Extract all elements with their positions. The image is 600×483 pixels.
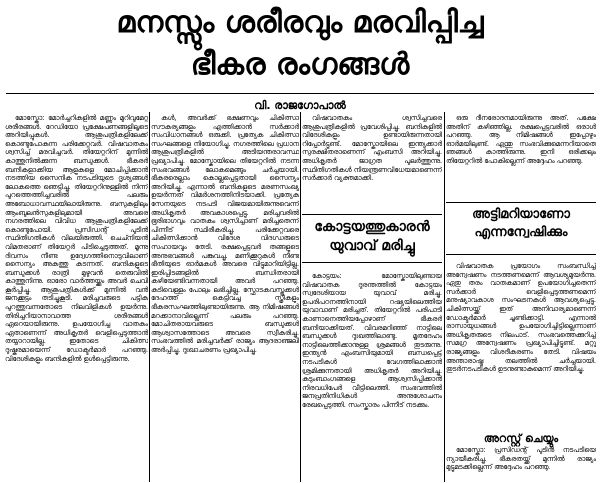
headline-line-2: ഭീകര രംഗങ്ങൾ	[190, 47, 410, 82]
article-column-3-bottom	[302, 272, 442, 480]
article-column-2	[151, 114, 299, 480]
column-divider	[444, 112, 445, 482]
subhead-line: എന്നന്വേഷിക്കും	[474, 225, 568, 240]
column-divider	[300, 112, 301, 482]
box-rule	[446, 202, 596, 203]
paragraph: കൾ, അവർക്ക് ഭക്ഷണവും ചികിത്സാ സൗകര്യങ്ങളും എത്തിക്കാൻ സർക്കാർ സംവിധാനങ്ങൾ ഒരുക്കി. പ്രത്യേക ചികിത്സാ സംഘങ്ങളെ നിയോഗിച്ചു. നഗരത്തിലെ പ്രധാന ആശുപത്രികളിൽ അടിയന്തരാവസ്ഥ പ്രഖ്യാപിച്ചു. മോസ്കോയിലെ തിയേറ്ററിൽ നടന്ന സംഭവങ്ങൾ ലോകമെങ്ങും ചർച്ചയായി. ഭീകരരെല്ലാം കൊല്ലപ്പെട്ടതായി സൈന്യം അറിയിച്ചു. എന്നാൽ ബന്ദികളുടെ മരണസംഖ്യ ഉയർന്നത് വിമർശനത്തിനിടയാക്കി. പ്രത്യേക സേനയുടെ നടപടി വിജയമായിരുന്നുവെന്ന് അധികൃതർ അവകാശപ്പെട്ടു. മരിച്ചവരിൽ ഭൂരിഭാഗവും വാതകം ശ്വസിച്ചാണ് മരിച്ചതെന്ന് പിന്നീട് സ്ഥിരീകരിച്ചു. പരിക്കേറ്റവരെ ചികിത്സിക്കാൻ വിദേശ വിദഗ്ധരുടെ സഹായവും തേടി. രക്ഷപ്പെട്ടവർ തങ്ങളുടെ അനുഭവങ്ങൾ പങ്കുവച്ചു. മണിക്കൂറുകൾ നീണ്ട ഭീതിയുടെ ഓർമകൾ അവരെ വിട്ടുമാറിയിട്ടില്ല. ഇരിപ്പിടങ്ങളിൽ ബന്ധിതരായി കഴിയേണ്ടിവന്നതായി അവർ പറഞ്ഞു. കുടിവെള്ളം പോലും ലഭിച്ചില്ല. സ്ഫോടകവസ്തുക്കൾ ദേഹത്ത് കെട്ടിവച്ച സ്ത്രീകളും ഭീകരസംഘത്തിലുണ്ടായിരുന്നു. ആ നിമിഷങ്ങൾ മറക്കാനാവില്ലെന്ന് പലരും പറഞ്ഞു. മോചിതരായവരുടെ ബന്ധുക്കൾ ആശ്വാസത്തോടെ അവരെ സ്വീകരിച്ചു. സംഭവത്തിൽ മരിച്ചവർക്ക് രാജ്യം ആദരാഞ്ജലി അർപ്പിച്ചു. ദുഃഖാചരണം പ്രഖ്യാപിച്ചു.	[151, 114, 299, 355]
column-divider	[149, 112, 150, 482]
subhead-kottayam	[302, 218, 442, 256]
article-column-4-top	[446, 114, 596, 188]
box-rule	[302, 214, 442, 215]
box-rule	[302, 262, 442, 263]
paragraph: മോസ്കോ: മോർച്ചറികളിൽ മണ്ണും മുറിവുമേറ്റ ശരീരങ്ങൾ. റേഡിയോ പ്രക്ഷേപണങ്ങളിലൂടെ അറിയിപ്പുകൾ. ആശുപത്രികളിലേക്ക് കൊണ്ടുപോകുന്ന പരിക്കേറ്റവർ. വിഷവാതകം ശ്വസിച്ച് മരവിച്ചവർ. തിയേറ്ററിന് മുന്നിൽ കാത്തുനിൽക്കുന്ന ബന്ധുക്കൾ. ഭീകരർ ബന്ദികളാക്കിയ ആളുകളെ മോചിപ്പിക്കാൻ നടത്തിയ സൈനിക നടപടിയുടെ ദൃശ്യങ്ങൾ ലോകത്തെ ഞെട്ടിച്ചു. തിയേറ്ററിനുള്ളിൽ നിന്ന് പുറത്തെത്തിച്ചവരിൽ പലരും അബോധാവസ്ഥയിലായിരുന്നു. ബസുകളിലും ആംബുലൻസുകളിലുമായി അവരെ നഗരത്തിലെ വിവിധ ആശുപത്രികളിലേക്ക് കൊണ്ടുപോയി. പ്രസിഡന്റ് പുടിൻ സ്ഥിതിഗതികൾ വിലയിരുത്തി. ചെച്നിയൻ വിമതരാണ് തിയേറ്റർ പിടിച്ചെടുത്തത്. മൂന്നു ദിവസം നീണ്ട ഉദ്വേഗത്തിനൊടുവിലാണ് സൈന്യം അകത്തു കടന്നത്. ബന്ദികളുടെ ബന്ധുക്കൾ രാത്രി മുഴുവൻ തെരുവിൽ കാത്തുനിന്നു. ഓരോ വാർത്തയ്ക്കും അവർ ചെവി കൂർപ്പിച്ചു. ആശുപത്രികൾക്ക് മുന്നിൽ വൻ ജനക്കൂട്ടം തടിച്ചുകൂടി. മരിച്ചവരുടെ പട്ടിക പുറത്തുവന്നതോടെ നിലവിളികൾ ഉയർന്നു. തിരിച്ചറിയാനാവാത്ത ശരീരങ്ങൾ ഏറെയായിരുന്നു. ഉപയോഗിച്ച വാതകം ഏതാണെന്ന് അധികൃതർ വെളിപ്പെടുത്താൻ തയ്യാറായില്ല. ഇതോടെ ചികിത്സ ദുഷ്കരമായെന്ന് ഡോക്ടർമാർ പറഞ്ഞു. വിദേശികളും ബന്ദികളിൽ ഉൾപ്പെട്ടിരുന്നു.	[5, 114, 148, 363]
article-column-4-bottom	[446, 446, 596, 482]
paragraph: കോട്ടയം: മോസ്കോയിലുണ്ടായ വിഷവാതക ദുരന്തത്തിൽ കോട്ടയം സ്വദേശിയായ യുവാവ് മരിച്ചു. ഉപരിപഠനത്തിനായി റഷ്യയിലെത്തിയ യുവാവാണ് മരിച്ചത്. തിയേറ്ററിൽ പരിപാടി കാണാനെത്തിയപ്പോഴാണ് ഭീകരർ ബന്ദിയാക്കിയത്. വിവരമറിഞ്ഞ് നാട്ടിലെ ബന്ധുക്കൾ ദുഃഖത്തിലാണ്ടു. മൃതദേഹം നാട്ടിലെത്തിക്കാനുള്ള ശ്രമങ്ങൾ തുടരുന്നു. ഇന്ത്യൻ എംബസിയുമായി ബന്ധപ്പെട്ട് നടപടികൾ വേഗത്തിലാക്കാൻ ശ്രമിക്കുന്നതായി അധികൃതർ അറിയിച്ചു. കുടുംബാംഗങ്ങളെ ആശ്വസിപ്പിക്കാൻ നിരവധിപേർ വീട്ടിലെത്തി. സംഭവത്തിൽ ജനപ്രതിനിധികൾ അനുശോചനം രേഖപ്പെടുത്തി. സംസ്കാരം പിന്നീട് നടക്കും.	[302, 272, 442, 409]
article-column-3-top	[302, 114, 442, 210]
paragraph: വിഷവാതക പ്രയോഗം സംബന്ധിച്ച് അന്വേഷണം നടത്തണമെന്ന് ആവശ്യമുയർന്നു. ഏതു തരം വാതകമാണ് ഉപയോഗിച്ചതെന്ന് സർക്കാർ വെളിപ്പെടുത്തണമെന്ന് മനുഷ്യാവകാശ സംഘടനകൾ ആവശ്യപ്പെട്ടു. ചികിത്സയ്ക്ക് ഇത് അനിവാര്യമാണെന്ന് ഡോക്ടർമാർ ചൂണ്ടിക്കാട്ടി. എന്നാൽ രാസായുധങ്ങൾ ഉപയോഗിച്ചിട്ടില്ലെന്നാണ് അധികൃതരുടെ നിലപാട്. സംഭവത്തെക്കുറിച്ച് സമഗ്ര അന്വേഷണം പ്രഖ്യാപിച്ചിട്ടുണ്ട്. മറ്റു രാജ്യങ്ങളും വിശദീകരണം തേടി. വിഷയം അന്താരാഷ്ട്ര തലത്തിൽ ചർച്ചയായി. തുടർനടപടികൾ ഉടനുണ്ടാകുമെന്ന് അറിയിച്ചു.	[446, 262, 596, 374]
subhead-line: യുവാവ് മരിച്ചു	[329, 238, 415, 254]
subhead-line: അട്ടിമറിയാണോ	[472, 207, 570, 222]
subhead-line: കോട്ടയത്തുകാരൻ	[314, 219, 430, 235]
article-column-4-middle	[446, 262, 596, 432]
paragraph: ഒരു ദീനരോദനമായിരുന്നു അത്. പക്ഷേ അതിന് കഴിഞ്ഞില്ല. രക്ഷപ്പെട്ടവരിൽ ഒരാൾ പറഞ്ഞു. ആ നിമിഷങ്ങൾ ഇപ്പോഴും ഓർമയിലുണ്ട്. എന്തു സംഭവിക്കുമെന്നറിയാതെ ഞങ്ങൾ കാത്തിരുന്നു. ഇനി ഒരിക്കലും തിയേറ്ററിൽ പോകില്ലെന്ന് അദ്ദേഹം പറഞ്ഞു.	[446, 114, 596, 165]
headline-divider	[6, 93, 594, 94]
box-rule	[446, 254, 596, 255]
paragraph: വിഷവാതകം ശ്വസിച്ചവരെ ആശുപത്രികളിൽ പ്രവേശിപ്പിച്ചു. ബന്ദികളിൽ വിദേശികളും ഉണ്ടായിരുന്നതായി റിപ്പോർട്ടുണ്ട്. മോസ്കോയിലെ ഇന്ത്യക്കാർ സുരക്ഷിതരാണെന്ന് എംബസി അറിയിച്ചു. അധികൃതർ ജാഗ്രത പുലർത്തുന്നു. സ്ഥിതിഗതികൾ നിയന്ത്രണവിധേയമാണെന്ന് സർക്കാർ വ്യക്തമാക്കി.	[302, 114, 442, 183]
headline-line-1: മനസ്സും ശരീരവും മരവിപ്പിച്ച	[116, 5, 484, 40]
byline: വി. രാജഗോപാൽ	[254, 99, 346, 112]
subhead-arrest: അറസ്റ്റ് ചെയ്യും	[483, 432, 559, 445]
paragraph: മോസ്കോ: പ്രസിഡന്റ് പുടിൻ നടപടിയെ ന്യായീകരിച്ചു. ഭീകരതയ്ക്ക് മുന്നിൽ രാജ്യം മുട്ടുമടക്കില്ലെന്ന് അദ്ദേഹം പറഞ്ഞു.	[446, 446, 596, 472]
article-column-1	[5, 114, 148, 480]
subhead-attimari	[446, 206, 596, 242]
